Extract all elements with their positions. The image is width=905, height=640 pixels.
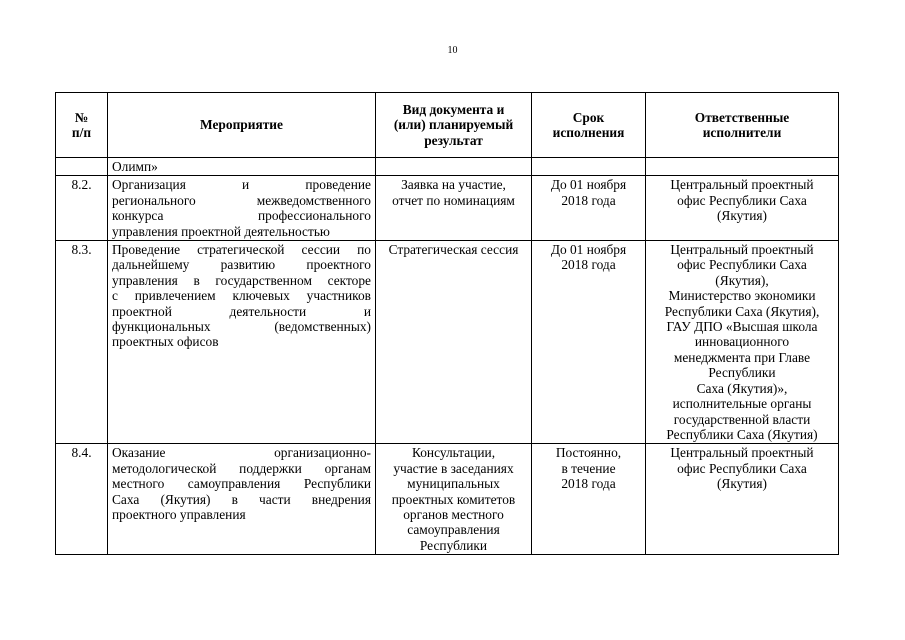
row-number: 8.2.: [56, 176, 108, 241]
header-event: Мероприятие: [108, 93, 376, 158]
responsible-parties: Центральный проектный офис Республики Саха (Якутия): [646, 176, 839, 241]
continuation-row: [56, 158, 839, 176]
header-doc: Вид документа и (или) планируемый результат: [376, 93, 532, 158]
continuation-text: Олимп»: [108, 158, 376, 176]
table-row: [56, 176, 839, 241]
header-deadline: Срок исполнения: [532, 93, 646, 158]
header-responsible: Ответственные исполнители: [646, 93, 839, 158]
deadline: Постоянно, в течение 2018 года: [532, 444, 646, 555]
document-result: Стратегическая сессия: [376, 241, 532, 444]
header-row: [56, 93, 839, 158]
event-description: Оказание организационно- методологической поддержки органам местного самоуправления Республики Саха (Якутия) в части внедрения проектного управления: [108, 444, 376, 555]
plan-table: [55, 92, 839, 555]
deadline: До 01 ноября 2018 года: [532, 241, 646, 444]
responsible-parties: Центральный проектный офис Республики Саха (Якутия): [646, 444, 839, 555]
document-result: Консультации, участие в заседаниях муниципальных проектных комитетов органов местного самоуправления Республики: [376, 444, 532, 555]
row-number: 8.4.: [56, 444, 108, 555]
page-number: 10: [447, 45, 458, 56]
document-result: Заявка на участие, отчет по номинациям: [376, 176, 532, 241]
table-row: [56, 444, 839, 555]
row-number: 8.3.: [56, 241, 108, 444]
event-description: Проведение стратегической сессии по дальнейшему развитию проектного управления в государственном секторе с привлечением ключевых участников проектной деятельности и функциональных (ведомственных) проектных офисов: [108, 241, 376, 444]
responsible-parties: Центральный проектный офис Республики Саха (Якутия), Министерство экономики Республики Саха (Якутия), ГАУ ДПО «Высшая школа инновационного менеджмента при Главе Республики Саха (Якутия)», исполнительные органы государственной власти Республики Саха (Якутия): [646, 241, 839, 444]
table-row: [56, 241, 839, 444]
header-num: № п/п: [56, 93, 108, 158]
event-description: Организация и проведение регионального межведомственного конкурса профессионального управления проектной деятельностью: [108, 176, 376, 241]
deadline: До 01 ноября 2018 года: [532, 176, 646, 241]
